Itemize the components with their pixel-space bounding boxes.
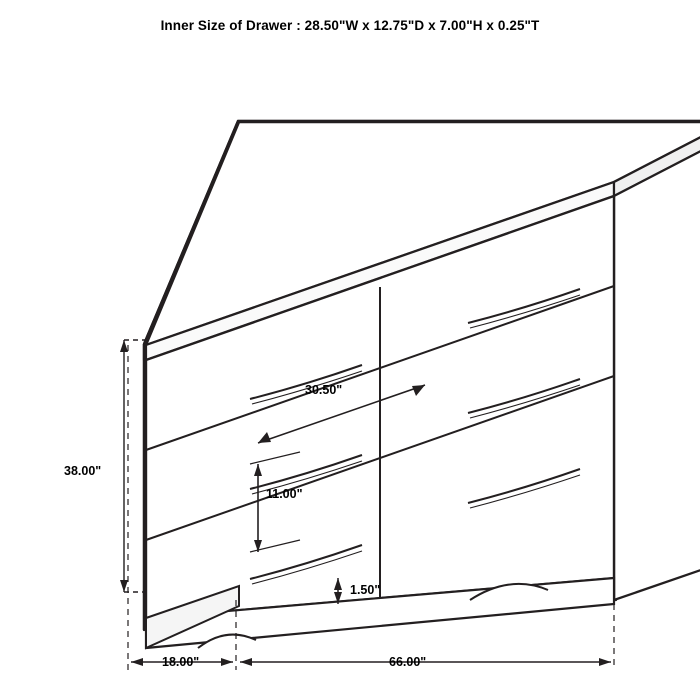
dim-label-base-height: 1.50" <box>350 583 381 597</box>
dim-height-38 <box>120 340 146 592</box>
dresser-right-side <box>614 136 700 600</box>
dim-label-depth: 18.00" <box>162 655 200 669</box>
dim-label-height: 38.00" <box>64 464 102 478</box>
dim-label-drawer-width: 30.50" <box>305 383 343 397</box>
dim-label-drawer-height: 11.00" <box>266 487 303 501</box>
diagram-title: Inner Size of Drawer : 28.50"W x 12.75"D x 7.00"H x 0.25"T <box>160 18 540 33</box>
dim-label-width: 66.00" <box>389 655 427 669</box>
